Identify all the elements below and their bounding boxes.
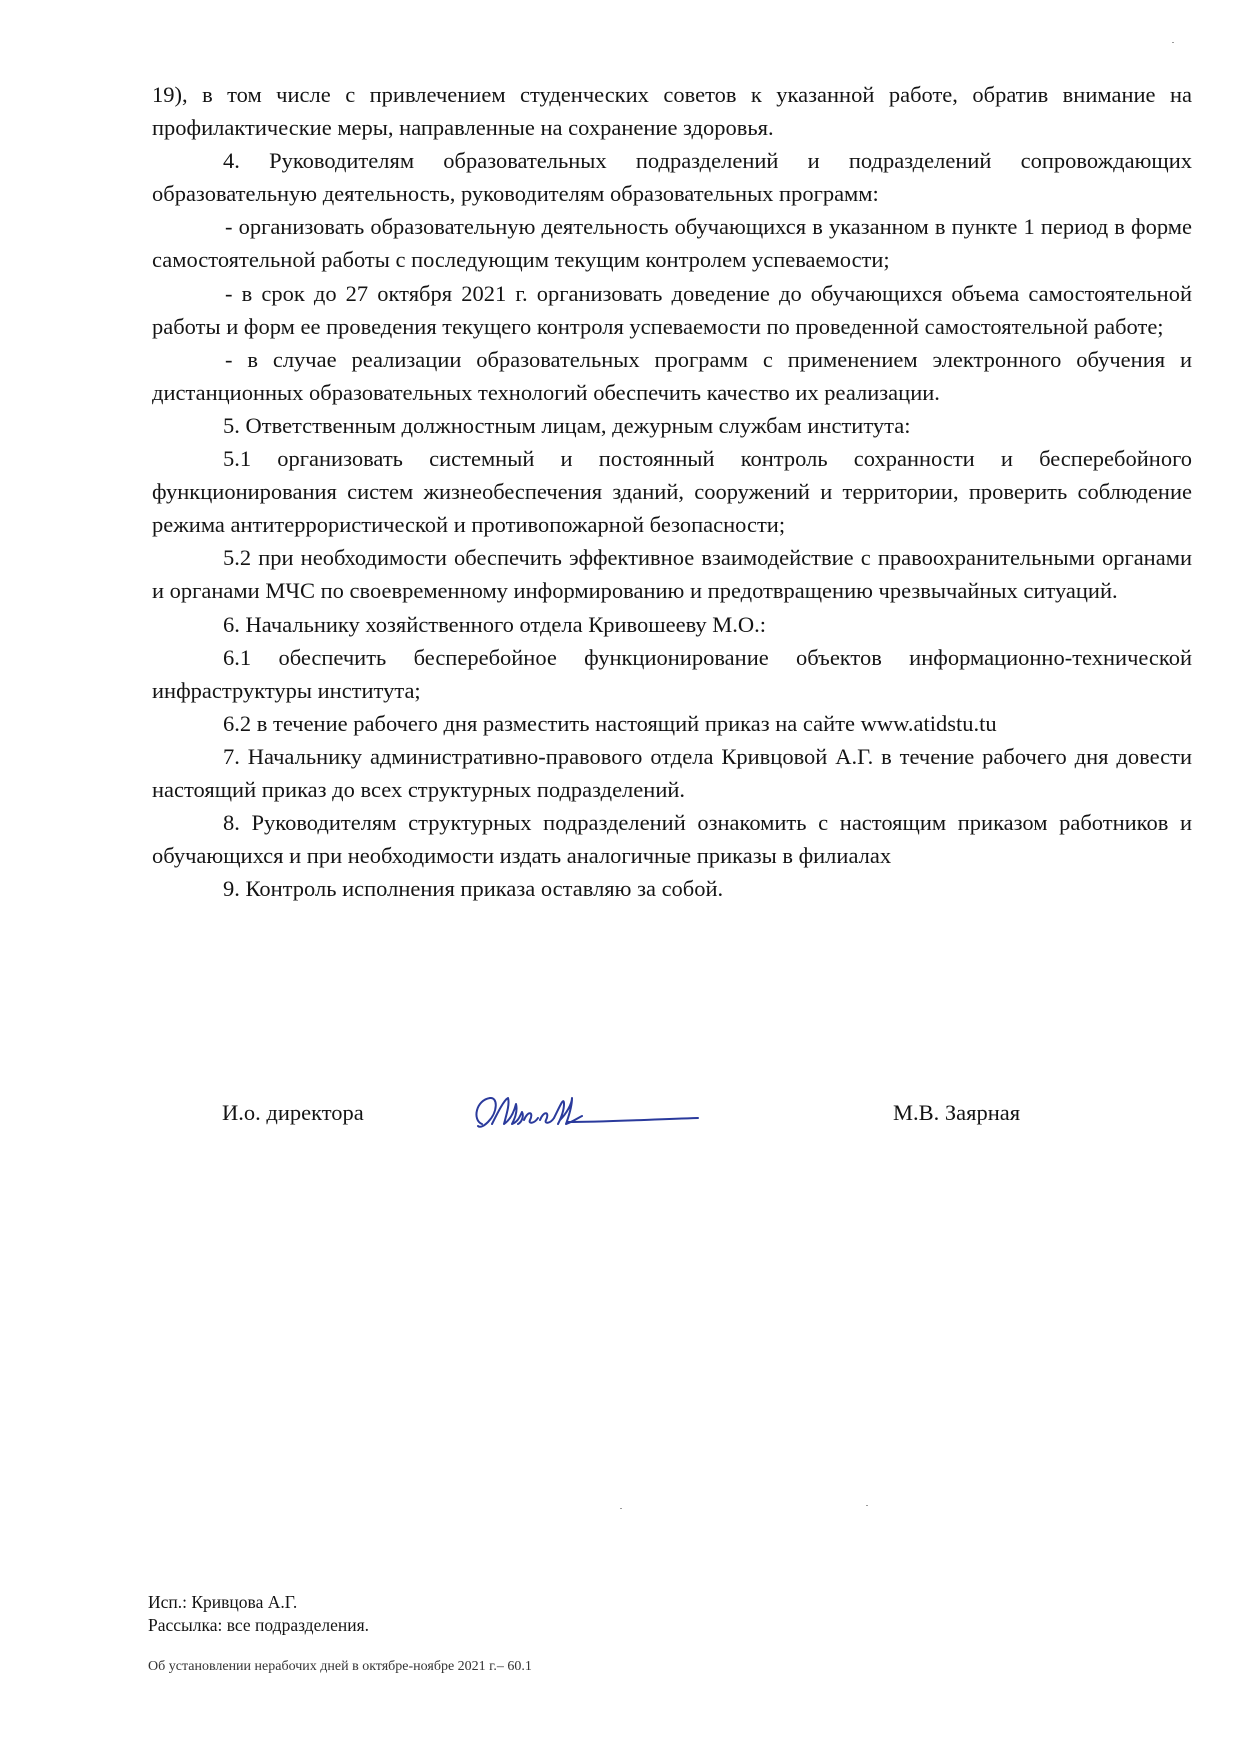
paragraph-item-6-1: 6.1 обеспечить бесперебойное функционирование объектов информационно-технической инфраструктуры института; (152, 644, 1192, 703)
paragraph-item-5: 5. Ответственным должностным лицам, дежурным службам института: (223, 412, 911, 438)
paragraph-item-4-sub-1: - организовать образовательную деятельность обучающихся в указанном в пункте 1 период в форме самостоятельной работы с последующим текущим контролем успеваемости; (152, 214, 1192, 273)
handwritten-signature (468, 1090, 708, 1142)
paragraph-item-7: 7. Начальнику административно-правового отдела Кривцовой А.Г. в течение рабочего дня довести настоящий приказ до всех структурных подразделений. (152, 743, 1192, 802)
executor-block (148, 1591, 369, 1637)
document-footer-note: Об установлении нерабочих дней в октябре-ноябре 2021 г.– 60.1 (148, 1659, 532, 1674)
scan-speck (1172, 42, 1174, 43)
scan-speck (866, 1505, 868, 1506)
paragraph-item-4-sub-2: - в срок до 27 октября 2021 г. организовать доведение до обучающихся объема самостоятельной работы и форм ее проведения текущего контроля успеваемости по проведенной самостоятельной работе; (152, 280, 1192, 339)
paragraph-item-4: 4. Руководителям образовательных подразделений и подразделений сопровождающих образовательную деятельность, руководителям образовательных программ: (152, 148, 1192, 207)
signatory-role: И.о. директора (222, 1100, 364, 1125)
paragraph-item-8: 8. Руководителям структурных подразделений ознакомить с настоящим приказом работников и обучающихся и при необходимости издать аналогичные приказы в филиалах (152, 810, 1192, 869)
scan-speck (620, 1508, 622, 1509)
paragraph-item-5-1: 5.1 организовать системный и постоянный контроль сохранности и бесперебойного функционирования систем жизнеобеспечения зданий, сооружений и территории, проверить соблюдение режима антитеррористической и противопожарной безопасности; (152, 446, 1192, 538)
paragraph-item-6-2: 6.2 в течение рабочего дня разместить настоящий приказ на сайте www.atidstu.tu (223, 710, 997, 736)
order-body (152, 78, 1192, 905)
signatory-name: М.В. Заярная (893, 1100, 1021, 1125)
paragraph-continuation: 19), в том числе с привлечением студенческих советов к указанной работе, обратив внимание на профилактические меры, направленные на сохранение здоровья. (152, 82, 1192, 141)
paragraph-item-6: 6. Начальнику хозяйственного отдела Кривошееву М.О.: (223, 611, 767, 637)
paragraph-item-4-sub-3: - в случае реализации образовательных программ с применением электронного обучения и дистанционных образовательных технологий обеспечить качество их реализации. (152, 346, 1192, 405)
paragraph-item-9: 9. Контроль исполнения приказа оставляю за собой. (223, 876, 724, 902)
paragraph-item-5-2: 5.2 при необходимости обеспечить эффективное взаимодействие с правоохранительными органами и органами МЧС по своевременному информированию и предотвращению чрезвычайных ситуаций. (152, 545, 1192, 604)
distribution-line: Рассылка: все подразделения. (148, 1615, 370, 1635)
executor-line: Исп.: Кривцова А.Г. (148, 1592, 298, 1612)
